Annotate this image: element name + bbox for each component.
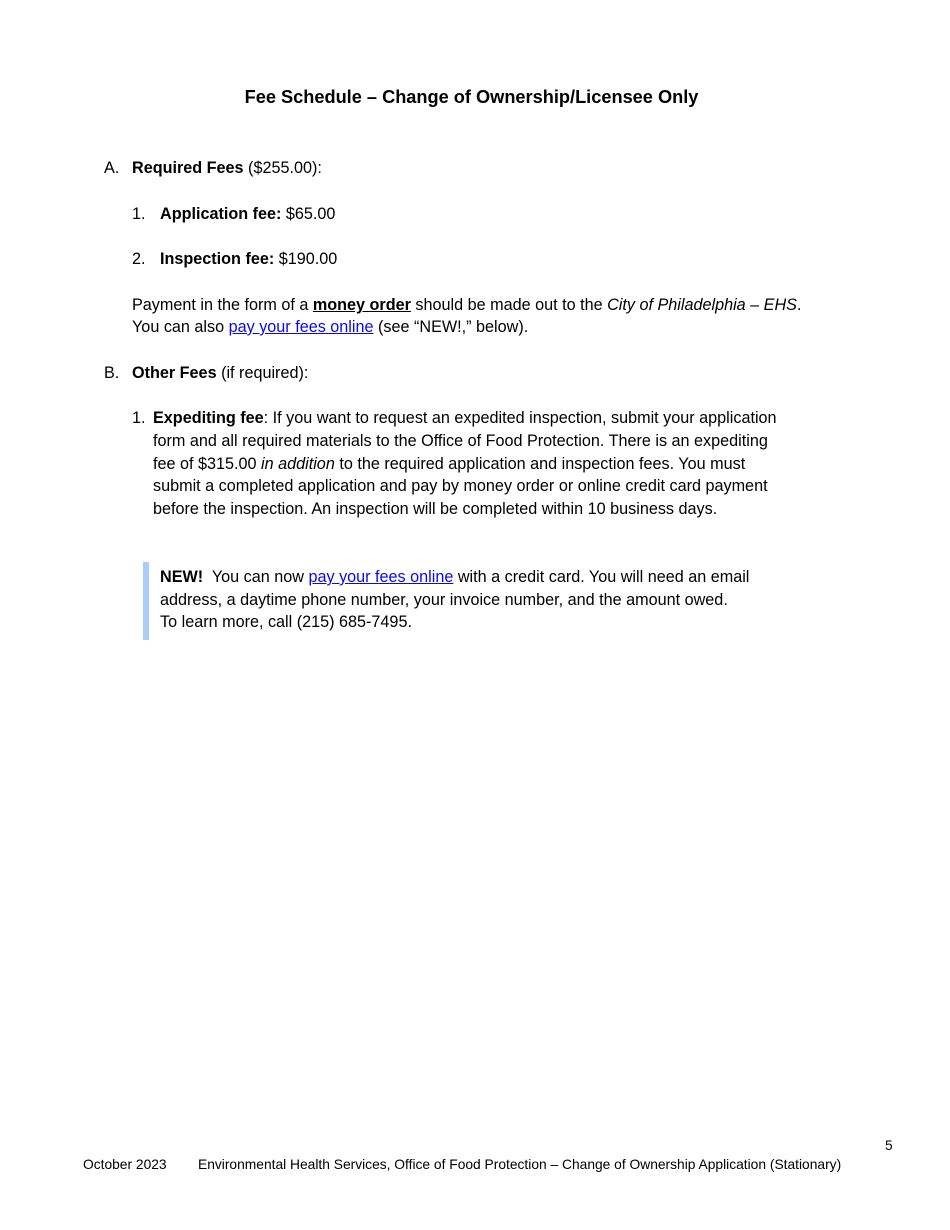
payment-line-1 [132,294,801,317]
callout-text: You can now [203,568,309,586]
required-fees-label: Required Fees [132,159,244,177]
callout-line-1 [160,566,749,589]
section-a-marker: A. [104,159,120,177]
required-fees-total: ($255.00): [243,159,322,177]
payment-text: You can also [132,318,229,336]
callout-line-3: To learn more, call (215) 685-7495. [160,613,412,631]
footer-date: October 2023 [83,1157,167,1172]
item-marker: 1. [132,205,146,223]
expediting-fee-text: to the required application and inspection fees. You must [334,455,746,473]
other-fees-suffix: (if required): [216,364,309,382]
expediting-fee-line-5: before the inspection. An inspection will be completed within 10 business days. [153,500,718,518]
payment-text: Payment in the form of a [132,296,313,314]
payment-line-2 [132,316,528,339]
payment-text: (see “NEW!,” below). [373,318,529,336]
expediting-fee-line-2: form and all required materials to the Office of Food Protection. There is an expediting [153,432,768,450]
payment-text: . [796,296,802,314]
expediting-fee-text: fee of $315.00 [153,455,262,473]
pay-fees-online-link[interactable]: pay your fees online [228,318,374,336]
expediting-fee-text: : If you want to request an expedited inspection, submit your application [263,409,777,427]
section-b-heading [104,362,308,385]
page-number: 5 [885,1138,893,1153]
section-b-marker: B. [104,364,120,382]
inspection-fee-value: $190.00 [274,250,338,268]
callout-text: with a credit card. You will need an email [453,568,750,586]
callout-line-2: address, a daytime phone number, your invoice number, and the amount owed. [160,591,728,609]
inspection-fee-item [132,248,337,271]
application-fee-item [132,203,335,226]
money-order-text: money order [312,296,411,314]
footer-text: Environmental Health Services, Office of Food Protection – Change of Ownership Application (Stationary) [198,1157,842,1172]
application-fee-label: Application fee: [160,205,282,223]
inspection-fee-label: Inspection fee: [160,250,275,268]
other-fees-label: Other Fees [132,364,217,382]
expediting-fee-label: Expediting fee [153,409,264,427]
callout-pay-fees-online-link[interactable]: pay your fees online [308,568,454,586]
item-marker: 2. [132,250,146,268]
expediting-fee-line-1 [132,407,777,430]
payment-text: should be made out to the [410,296,608,314]
item-marker: 1. [132,409,146,427]
in-addition-text: in addition [261,455,335,473]
expediting-fee-line-4: submit a completed application and pay by money order or online credit card payment [153,477,768,495]
payee-name: City of Philadelphia – EHS [607,296,797,314]
page-title: Fee Schedule – Change of Ownership/Licensee Only [244,87,699,107]
application-fee-value: $65.00 [281,205,336,223]
section-a-heading [104,157,322,180]
new-badge: NEW! [160,568,204,586]
callout-accent-bar [143,562,149,640]
expediting-fee-line-3 [153,453,745,476]
